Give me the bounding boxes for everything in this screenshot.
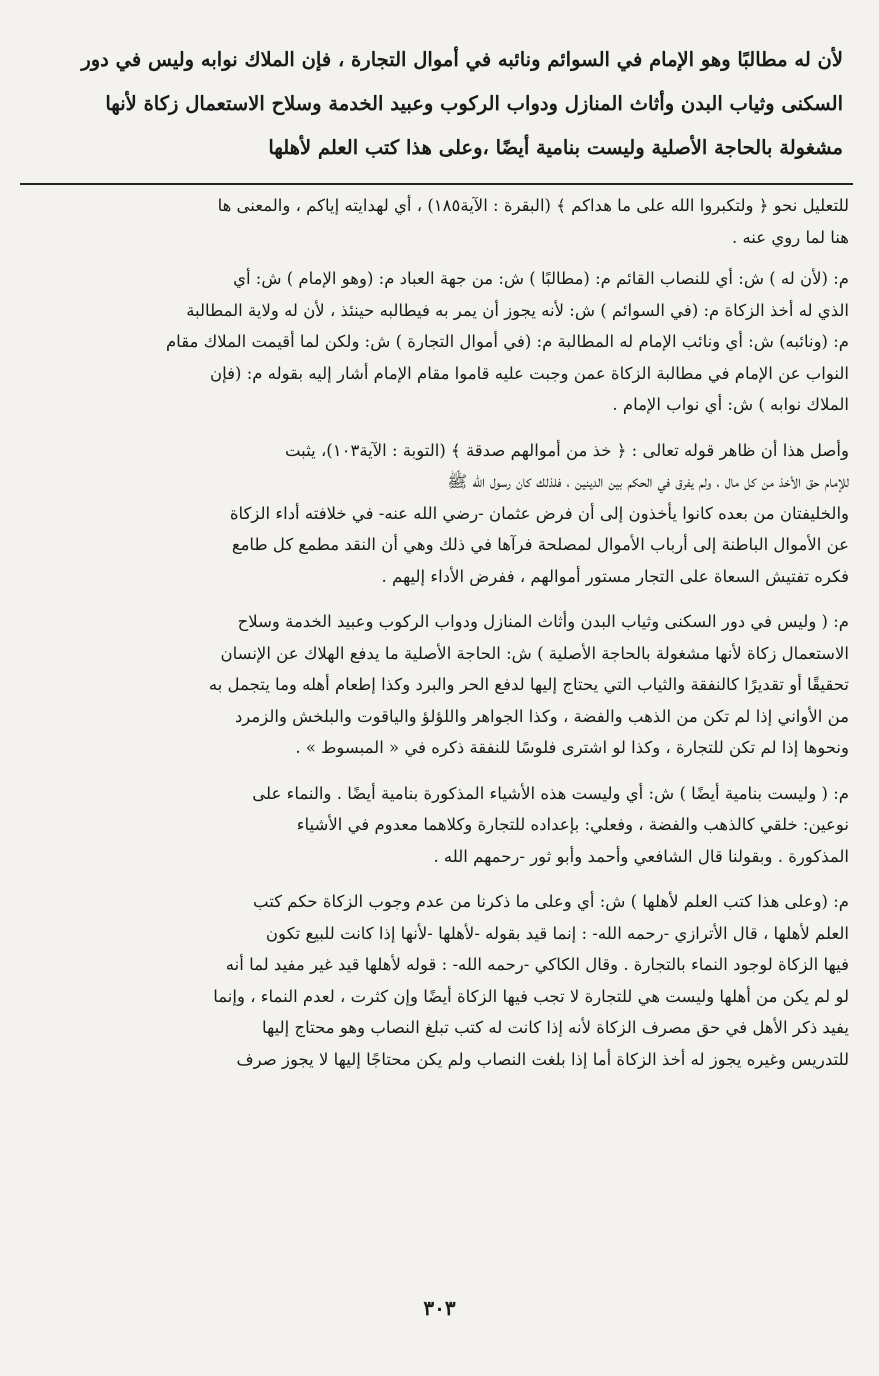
text-line: م: ( وليس في دور السكنى وثياب البدن وأثاث المنازل ودواب الركوب وعبيد الخدمة وسلاح	[237, 612, 849, 631]
text-line: العلم لأهلها ، قال الأترازي -رحمه الله- : إنما قيد بقوله -لأهلها -لأنها إذا كانت للبيع تكون	[265, 923, 849, 943]
text-line: م: (لأن له ) ش: أي للنصاب القائم م: (مطالبًا ) ش: من جهة العباد م: (وهو الإمام ) ش: أي	[233, 269, 849, 288]
text-line: م: (وعلى هذا كتب العلم لأهلها ) ش: أي وعلى ما ذكرنا من عدم وجوب الزكاة حكم كتب	[253, 892, 849, 911]
page-number: ٣٠٣	[423, 1296, 456, 1320]
text-line: الاستعمال زكاة لأنها مشغولة بالحاجة الأصلية ) ش: الحاجة الأصلية ما يدفع الهلاك عن الإنسان	[220, 643, 849, 663]
commentary-paragraph	[20, 263, 849, 421]
text-line: وأصل هذا أن ظاهر قوله تعالى : ﴿ خذ من أموالهم صدقة ﴾ (التوبة : الآية١٠٣)، يثبت	[284, 440, 849, 460]
commentary-paragraph	[20, 778, 849, 873]
text-line: هنا لما روي عنه .	[731, 227, 849, 247]
text-line: م: ( وليست بنامية أيضًا ) ش: أي وليست هذه الأشياء المذكورة بنامية أيضًا . والنماء على	[252, 783, 849, 803]
main-text-matn	[32, 38, 843, 170]
commentary-paragraph	[20, 606, 849, 764]
text-line: لو لم يكن من أهلها وليست هي للتجارة لا تجب فيها الزكاة أيضًا وإن كثرت ، لعدم النماء ، وإنما	[213, 986, 849, 1006]
text-line: المذكورة . وبقولنا قال الشافعي وأحمد وأبو ثور -رحمهم الله .	[433, 846, 849, 866]
text-line: والخليفتان من بعده كانوا يأخذون إلى أن فرض عثمان -رضي الله عنه- في خلافته أداء الزكاة	[229, 503, 849, 523]
text-line: يفيد ذكر الأهل في حق مصرف الزكاة لأنه إذا كانت له كتب تبلغ النصاب وهو محتاج إليها	[262, 1018, 849, 1037]
text-line: عن الأموال الباطنة إلى أرباب الأموال لمصلحة فرآها في ذلك وهي أن النقد مطمع كل طامع	[231, 535, 849, 554]
text-line: الذي له أخذ الزكاة م: (في السوائم ) ش: لأنه يجوز أن يمر به فيطالبه حينئذ ، لأن له ولاية المطالبة	[186, 300, 849, 320]
commentary-paragraph	[20, 886, 849, 1075]
text-line: النواب عن الإمام في مطالبة الزكاة عمن وجبت عليه قاموا مقام الإمام أشار إليه بقوله م: (فإن	[210, 363, 849, 383]
text-line: للتعليل نحو ﴿ ولتكبروا الله على ما هداكم ﴾ (البقرة : الآية١٨٥) ، أي لهدايته إياكم ، والمعنى ها	[217, 196, 849, 215]
separator-rule	[20, 183, 853, 185]
matn-line: مشغولة بالحاجة الأصلية وليست بنامية أيضًا ،وعلى هذا كتب العلم لأهلها	[268, 136, 843, 159]
matn-line: السكنى وثياب البدن وأثاث المنازل ودواب الركوب وعبيد الخدمة وسلاح الاستعمال زكاة لأنها	[105, 92, 843, 115]
text-line: فكره تفتيش السعاة على التجار مستور أموالهم ، ففرض الأداء إليهم .	[381, 566, 849, 586]
commentary-paragraph	[20, 435, 849, 593]
text-line: تحقيقًا أو تقديرًا كالنفقة والثياب التي يحتاج إليها لدفع الحر والبرد وكذا إطعام أهله وما يتجمل به	[208, 675, 849, 694]
commentary-paragraph	[20, 190, 849, 253]
text-line: نوعين: خلقي كالذهب والفضة ، وفعلي: بإعداده للتجارة وكلاهما معدوم في الأشياء	[296, 815, 849, 834]
commentary-text	[20, 190, 849, 1089]
text-line: م: (ونائبه) ش: أي ونائب الإمام له المطالبة م: (في أموال التجارة ) ش: ولكن لما أقيمت الملاك مقام	[165, 332, 849, 351]
text-line: للإمام حق الأخذ من كل مال ، ولم يفرق في الحكم بين الدينين ، فلذلك كان رسول الله ﷺ	[447, 472, 849, 491]
text-line: ونحوها إذا لم تكن للتجارة ، وكذا لو اشترى فلوسًا للنفقة ذكره في « المبسوط » .	[295, 738, 849, 757]
text-line: الملاك نوابه ) ش: أي نواب الإمام .	[612, 395, 849, 414]
matn-line: لأن له مطالبًا وهو الإمام في السوائم ونائبه في أموال التجارة ، فإن الملاك نوابه وليس في دور	[81, 48, 843, 71]
text-line: للتدريس وغيره يجوز له أخذ الزكاة أما إذا بلغت النصاب ولم يكن محتاجًا إليها لا يجوز صرف	[236, 1049, 849, 1069]
text-line: من الأواني إذا لم تكن من الذهب والفضة ، وكذا الجواهر واللؤلؤ والياقوت والبلخش والزمرد	[234, 706, 849, 726]
text-line: فيها الزكاة لوجود النماء بالتجارة . وقال الكاكي -رحمه الله- : قوله لأهلها قيد غير مفيد لما أنه	[225, 955, 849, 974]
